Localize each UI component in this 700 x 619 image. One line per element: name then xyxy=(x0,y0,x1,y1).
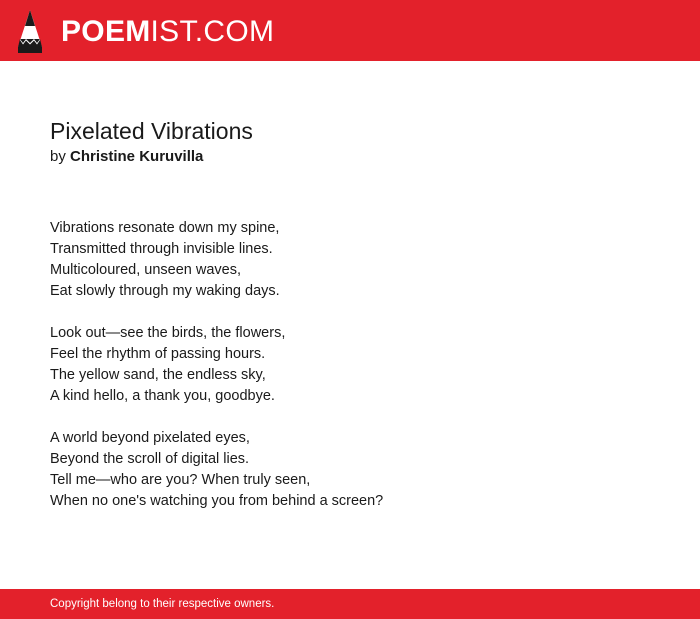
poem-line: Feel the rhythm of passing hours. xyxy=(50,346,266,362)
wordmark-light: IST.COM xyxy=(150,14,275,48)
site-wordmark xyxy=(61,14,275,48)
poem-title: Pixelated Vibrations xyxy=(50,118,253,144)
poem-body xyxy=(50,218,650,512)
poem-line: Beyond the scroll of digital lies. xyxy=(50,451,250,467)
poem-line: The yellow sand, the endless sky, xyxy=(50,367,266,383)
stanza xyxy=(50,428,650,512)
stanza xyxy=(50,218,650,302)
site-logo-link[interactable] xyxy=(16,9,274,53)
poem-line: Multicoloured, unseen waves, xyxy=(50,262,242,278)
author-name: Christine Kuruvilla xyxy=(70,148,204,165)
poem-line: Tell me—who are you? When truly seen, xyxy=(50,472,311,488)
poem-line: Eat slowly through my waking days. xyxy=(50,283,280,299)
poem-line: Look out—see the birds, the flowers, xyxy=(50,325,286,341)
poem-line: Transmitted through invisible lines. xyxy=(50,241,273,257)
poem-line: When no one's watching you from behind a screen? xyxy=(50,493,384,509)
by-label: by xyxy=(50,148,66,165)
site-footer xyxy=(0,589,700,619)
copyright-notice: Copyright belong to their respective owners. xyxy=(50,598,275,610)
pencil-icon xyxy=(16,9,44,53)
poem-line: A world beyond pixelated eyes, xyxy=(50,430,250,446)
poem-byline xyxy=(50,147,650,167)
poem-line: Vibrations resonate down my spine, xyxy=(50,220,280,236)
poem-content xyxy=(50,117,650,533)
poem-line: A kind hello, a thank you, goodbye. xyxy=(50,388,275,404)
site-header xyxy=(0,0,700,61)
stanza xyxy=(50,323,650,407)
wordmark-bold: POEM xyxy=(61,14,151,48)
